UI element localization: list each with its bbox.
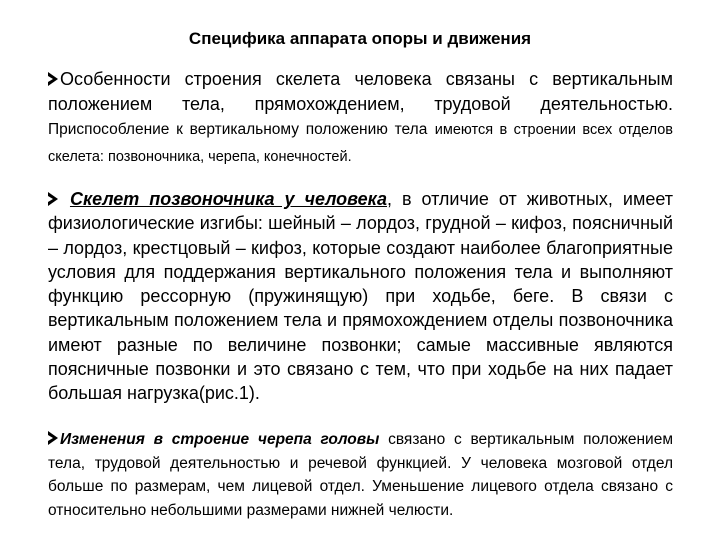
arrow-bullet-icon bbox=[48, 431, 58, 445]
paragraph-text-small: Приспособление к вертикальному положению тела bbox=[48, 121, 428, 138]
paragraph-skull bbox=[48, 428, 673, 522]
arrow-bullet-icon bbox=[48, 192, 58, 206]
slide-title: Специфика аппарата опоры и движения bbox=[188, 29, 532, 48]
spine-heading: Скелет позвоночника у человека bbox=[69, 189, 387, 209]
paragraph-skeleton-features bbox=[48, 67, 673, 168]
paragraph-spine bbox=[48, 187, 673, 406]
paragraph-text-small: имеются в строении всех отделов скелета: позвоночника, черепа, конечностей. bbox=[48, 122, 673, 165]
paragraph-text: связано с вертикальным положением тела, трудовой деятельностью и речевой функцией. У человека мозговой отдел больше по размерам, чем лицевой отдел. Уменьшение лицевого отдела связано с относительно небольшими размерами нижней челюсти. bbox=[48, 431, 673, 519]
arrow-bullet-icon bbox=[48, 72, 58, 86]
paragraph-text: , в отличие от животных, имеет физиологические изгибы: шейный – лордоз, грудной – кифоз, поясничный – лордоз, крестцовый – кифоз, которые создают наиболее благоприятные условия для поддержания вертикального положения тела и выполняют функцию рессорную (пружинящую) при ходьбе, беге. В связи с вертикальным положением тела и прямохождением отделы позвоночника имеют разные по величине позвонки; самые массивные являются поясничные позвонки и это связано с тем, что при ходьбе на них падает большая нагрузка(рис.1). bbox=[48, 189, 673, 404]
paragraph-text: Особенности строения скелета человека связаны с вертикальным положением тела, прямохождением, трудовой деятельностью. bbox=[48, 69, 673, 114]
skull-heading: Изменения в строение черепа головы bbox=[60, 431, 380, 448]
